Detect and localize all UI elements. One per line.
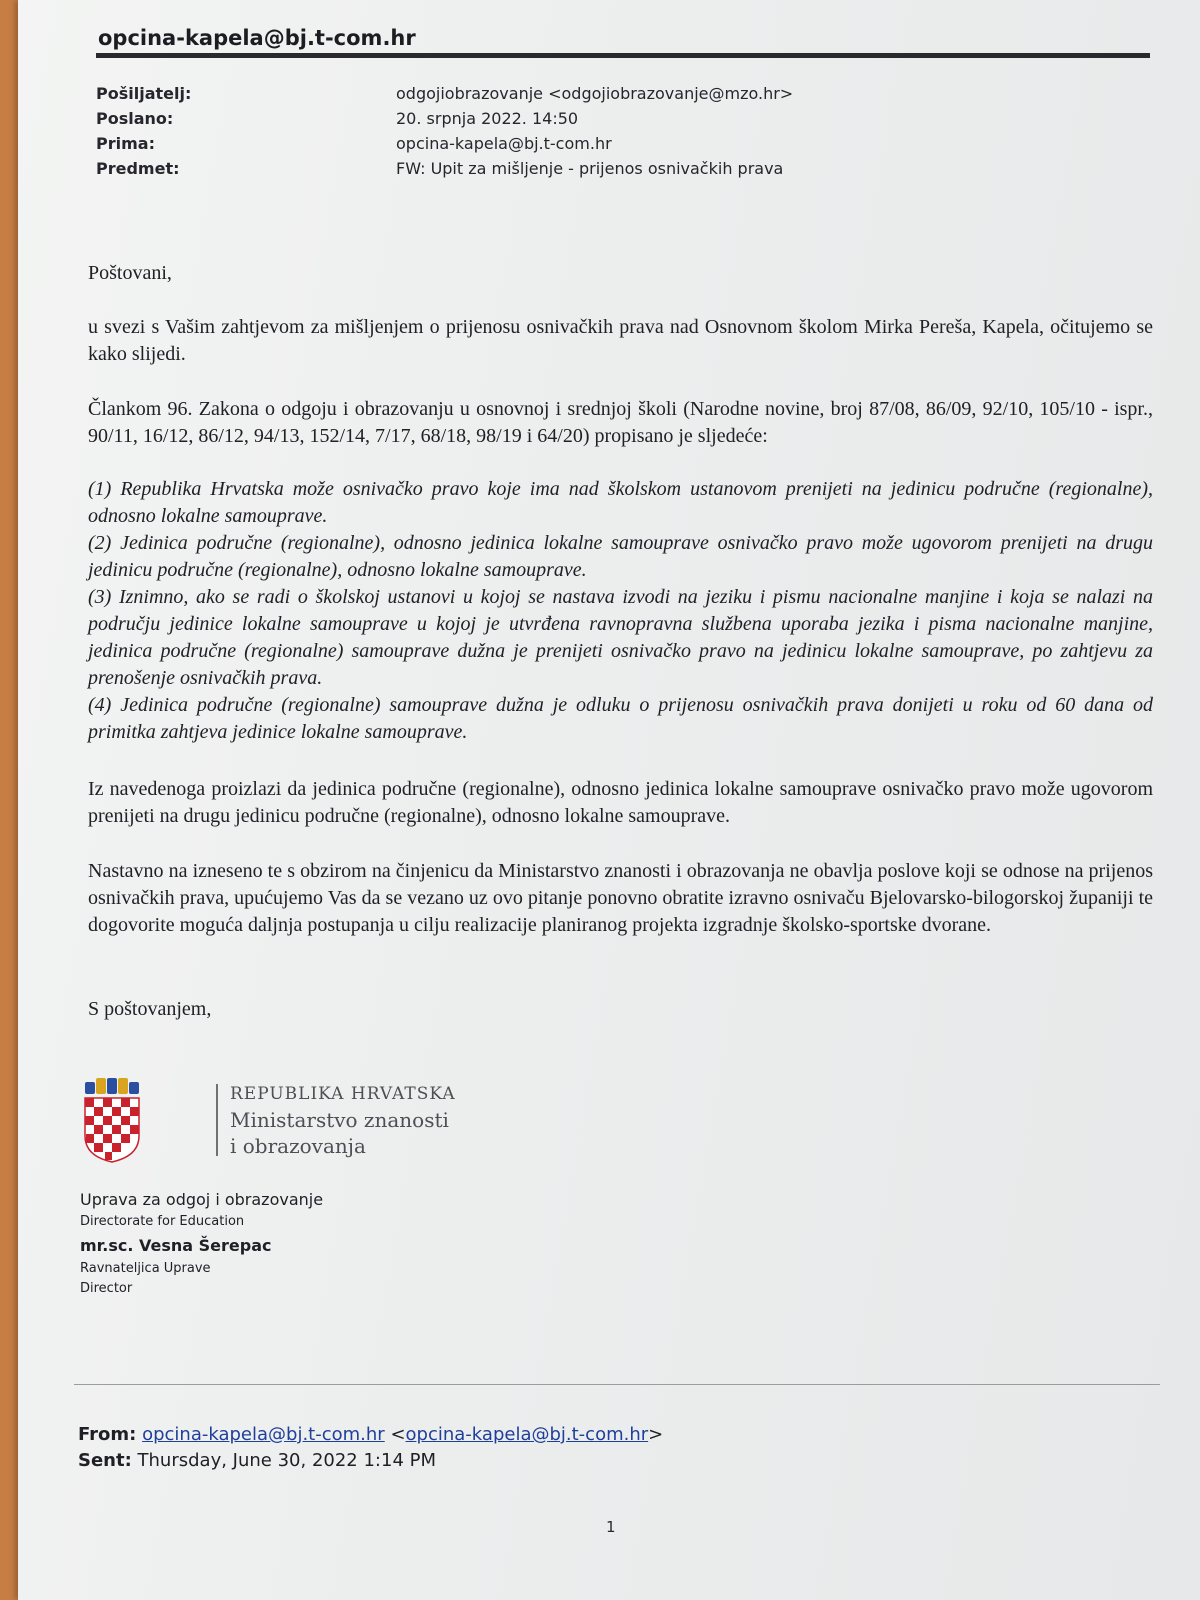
header-sender-value: odgojiobrazovanje <odgojiobrazovanje@mzo.hr> [396, 84, 794, 103]
signature-name: mr.sc. Vesna Šerepac [80, 1236, 272, 1255]
croatian-coat-of-arms-icon [82, 1078, 142, 1164]
body-paragraph-4: Nastavno na izneseno te s obzirom na činjenicu da Ministarstvo znanosti i obrazovanja ne obavlja poslove koji se odnose na prijenos osnivačkih prava, upućujemo Vas da se vezano uz ovo pitanje ponovno obratite izravno osnivaču Bjelovarsko-bilogorskoj županiji te dogovorite moguća daljnja postupanja u cilju realizacije planiranog projekta izgradnje školsko-sportske dvorane. [88, 860, 1153, 936]
forward-from-bracket-close: > [648, 1424, 664, 1445]
logo-divider [216, 1084, 218, 1156]
header-to-label: Prima: [96, 134, 155, 153]
forward-sent-row [78, 1450, 436, 1471]
body-paragraph-3: Iz navedenoga proizlazi da jedinica područne (regionalne), odnosno jedinica lokalne samouprave osnivačko pravo može ugovorom prenijeti na drugu jedinicu područne (regionalne), odnosno lokalne samouprave. [88, 778, 1153, 827]
document-page [18, 0, 1200, 1600]
greeting: Poštovani, [88, 262, 172, 284]
header-sender-label: Pošiljatelj: [96, 84, 192, 103]
forward-from-row [78, 1424, 663, 1445]
forward-sent-value: Thursday, June 30, 2022 1:14 PM [137, 1450, 436, 1471]
header-sent-value: 20. srpnja 2022. 14:50 [396, 109, 579, 128]
logo-ministry-name-line1: Ministarstvo znanosti [230, 1108, 449, 1132]
signature-title: Ravnateljica Uprave [80, 1261, 211, 1276]
crown-icon [85, 1078, 139, 1094]
title-rule [96, 53, 1150, 58]
header-subject-value: FW: Upit za mišljenje - prijenos osnivačkih prava [396, 159, 784, 178]
page-number: 1 [606, 1518, 616, 1536]
header-subject-label: Predmet: [96, 159, 180, 178]
ministry-logo [82, 1076, 456, 1162]
forward-from-label: From: [78, 1424, 137, 1445]
forward-from-address-link[interactable]: opcina-kapela@bj.t-com.hr [405, 1424, 649, 1445]
signature-department-en: Directorate for Education [80, 1214, 245, 1229]
forward-sent-label: Sent: [78, 1450, 132, 1471]
law-quote-item-4: (4) Jedinica područne (regionalne) samouprave dužna je odluku o prijenosu osnivačkih prava donijeti u roku od 60 dana od primitka zahtjeva jedinice lokalne samouprave. [88, 694, 1153, 743]
forward-separator [74, 1384, 1160, 1385]
forward-from-link[interactable]: opcina-kapela@bj.t-com.hr [142, 1424, 385, 1445]
mail-title: opcina-kapela@bj.t-com.hr [98, 26, 416, 50]
body-paragraph-1: u svezi s Vašim zahtjevom za mišljenjem o prijenosu osnivačkih prava nad Osnovnom školom Mirka Pereša, Kapela, očitujemo se kako slijedi. [88, 316, 1153, 365]
closing: S poštovanjem, [88, 998, 212, 1020]
signature-title-en: Director [80, 1281, 133, 1296]
signature-department: Uprava za odgoj i obrazovanje [80, 1190, 324, 1209]
logo-republic-name: REPUBLIKA HRVATSKA [230, 1084, 456, 1104]
logo-ministry-name-line2: i obrazovanja [230, 1134, 366, 1158]
header-to-value: opcina-kapela@bj.t-com.hr [396, 134, 612, 153]
law-quote [88, 476, 1153, 746]
law-quote-item-3: (3) Iznimno, ako se radi o školskoj ustanovi u kojoj se nastava izvodi na jeziku i pismu nacionalne manjine i koja se nalazi na području jedinice lokalne samouprave u kojoj je utvrđena ravnopravna službena uporaba jezika i pisma nacionalne manjine, jedinica područne (regionalne) samouprave dužna je prenijeti osnivačko pravo na jedinicu lokalne samouprave, po zahtjevu za prenošenje osnivačkih prava. [88, 586, 1153, 689]
body-paragraph-2: Člankom 96. Zakona o odgoju i obrazovanju u osnovnoj i srednjoj školi (Narodne novine, broj 87/08, 86/09, 92/10, 105/10 - ispr., 90/11, 16/12, 86/12, 94/13, 152/14, 7/17, 68/18, 98/19 i 64/20) propisano je sljedeće: [88, 398, 1153, 447]
forward-from-bracket-open: < [390, 1424, 406, 1445]
law-quote-item-1: (1) Republika Hrvatska može osnivačko pravo koje ima nad školskom ustanovom prenijeti na jedinicu područne (regionalne), odnosno lokalne samouprave. [88, 478, 1153, 527]
header-sent-label: Poslano: [96, 109, 174, 128]
law-quote-item-2: (2) Jedinica područne (regionalne), odnosno jedinica lokalne samouprave osnivačko pravo može ugovorom prenijeti na drugu jedinicu područne (regionalne), odnosno lokalne samouprave. [88, 532, 1153, 581]
